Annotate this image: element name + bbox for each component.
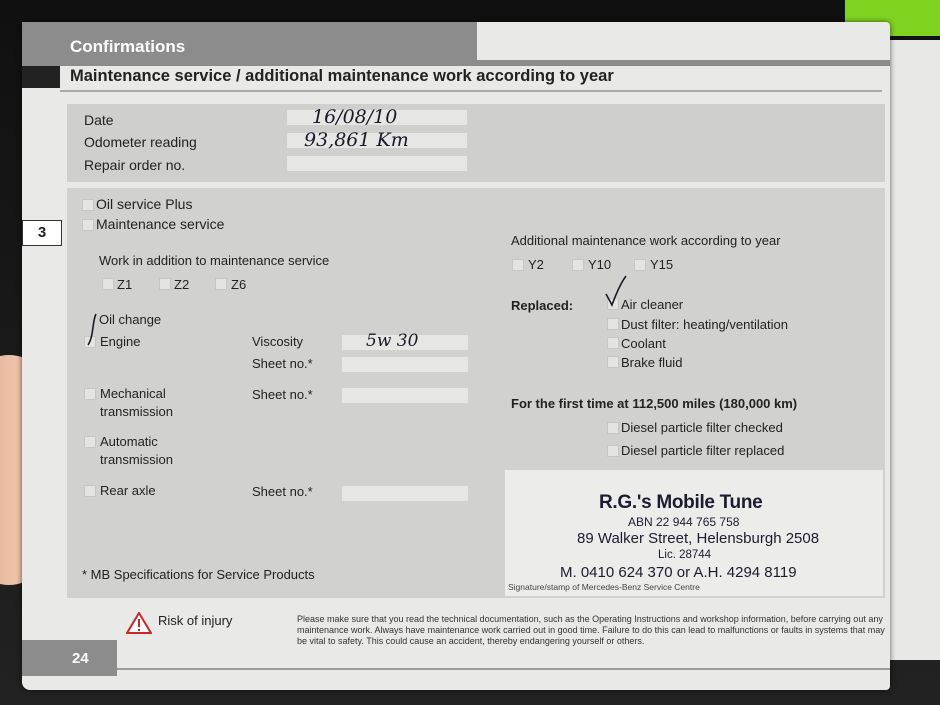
additional-title: Additional maintenance work according to year (511, 233, 781, 248)
viscosity-handwritten: 5w 30 (366, 331, 419, 351)
page-title: Maintenance service / additional maintenance work according to year (70, 67, 614, 85)
coolant-label: Coolant (621, 336, 666, 351)
bottom-rule (117, 668, 890, 670)
rear-axle-sheet-field[interactable] (342, 486, 468, 501)
warning-text: Please make sure that you read the technical documentation, such as the Operating Instructions and workshop information, before carrying out any maintenance work. Always have maintenance work carried out in good time. Failure to do this can lead to malfunctions or faults in systems that may be vital to safety. This could cause an accident, thereby endangering yourself or others. (297, 614, 885, 646)
coolant-checkbox[interactable] (607, 337, 619, 349)
viscosity-label: Viscosity (252, 334, 304, 349)
oil-service-plus-label: Oil service Plus (96, 196, 193, 212)
y10-checkbox[interactable] (572, 259, 584, 271)
stamp-business-name: R.G.'s Mobile Tune (599, 492, 763, 513)
dust-filter-checkbox[interactable] (607, 318, 619, 330)
engine-label: Engine (100, 334, 141, 349)
engine-sheet-label: Sheet no.* (252, 356, 313, 371)
dpf-checked-checkbox[interactable] (607, 422, 619, 434)
maintenance-service-checkbox[interactable] (82, 219, 94, 231)
odometer-handwritten: 93,861 Km (304, 129, 409, 151)
dust-filter-label: Dust filter: heating/ventilation (621, 317, 788, 332)
dpf-replaced-checkbox[interactable] (607, 445, 619, 457)
brake-fluid-label: Brake fluid (621, 355, 683, 370)
z2-checkbox[interactable] (159, 278, 171, 290)
automatic-label-2: transmission (100, 452, 173, 467)
engine-sheet-field[interactable] (342, 357, 468, 372)
page-number: 24 (72, 650, 89, 667)
header-rule (22, 60, 890, 66)
mechanical-label-1: Mechanical (100, 386, 166, 401)
automatic-label-1: Automatic (100, 434, 158, 449)
mechanical-sheet-label: Sheet no.* (252, 387, 313, 402)
repair-order-label: Repair order no. (84, 157, 186, 173)
first-time-label: For the first time at 112,500 miles (180,000 km) (511, 396, 798, 411)
chapter-tab: 3 (22, 220, 62, 246)
air-cleaner-label: Air cleaner (621, 297, 684, 312)
stamp-address: 89 Walker Street, Helensburgh 2508 (577, 530, 820, 547)
repair-order-field[interactable] (287, 156, 467, 171)
section-marker (22, 66, 60, 88)
stamp-licence: Lic. 28744 (658, 549, 712, 561)
warning-triangle-icon (126, 612, 152, 634)
date-label: Date (84, 112, 114, 128)
section-title: Confirmations (70, 37, 186, 56)
z6-checkbox[interactable] (215, 278, 227, 290)
z1-label: Z1 (117, 277, 133, 292)
y2-label: Y2 (528, 257, 544, 272)
page-number-band (22, 640, 117, 676)
stamp-phone: M. 0410 624 370 or A.H. 4294 8119 (560, 564, 797, 581)
rear-axle-sheet-label: Sheet no.* (252, 484, 313, 499)
footnote: * MB Specifications for Service Products (82, 567, 315, 582)
oil-service-plus-checkbox[interactable] (82, 199, 94, 211)
rear-axle-label: Rear axle (100, 483, 156, 498)
oil-change-label: Oil change (99, 312, 162, 327)
date-handwritten: 16/08/10 (312, 106, 398, 128)
dpf-checked-label: Diesel particle filter checked (621, 420, 783, 435)
work-in-addition-label: Work in addition to maintenance service (99, 253, 330, 268)
y2-checkbox[interactable] (512, 259, 524, 271)
z2-label: Z2 (174, 277, 190, 292)
odometer-label: Odometer reading (84, 134, 197, 150)
brake-fluid-checkbox[interactable] (607, 356, 619, 368)
z6-label: Z6 (231, 277, 247, 292)
mechanical-label-2: transmission (100, 404, 173, 419)
title-rule (60, 90, 882, 92)
risk-of-injury-label: Risk of injury (158, 613, 233, 628)
stamp-abn: ABN 22 944 765 758 (628, 515, 740, 529)
stamp-caption: Signature/stamp of Mercedes-Benz Service Centre (508, 582, 700, 592)
z1-checkbox[interactable] (102, 278, 114, 290)
service-book-page (22, 22, 890, 690)
y15-checkbox[interactable] (634, 259, 646, 271)
dpf-replaced-label: Diesel particle filter replaced (621, 443, 785, 458)
mechanical-sheet-field[interactable] (342, 388, 468, 403)
y15-label: Y15 (650, 257, 674, 272)
mechanical-transmission-checkbox[interactable] (84, 388, 96, 400)
y10-label: Y10 (588, 257, 612, 272)
replaced-label: Replaced: (511, 298, 574, 313)
rear-axle-checkbox[interactable] (84, 485, 96, 497)
maintenance-service-label: Maintenance service (96, 216, 225, 232)
automatic-transmission-checkbox[interactable] (84, 436, 96, 448)
